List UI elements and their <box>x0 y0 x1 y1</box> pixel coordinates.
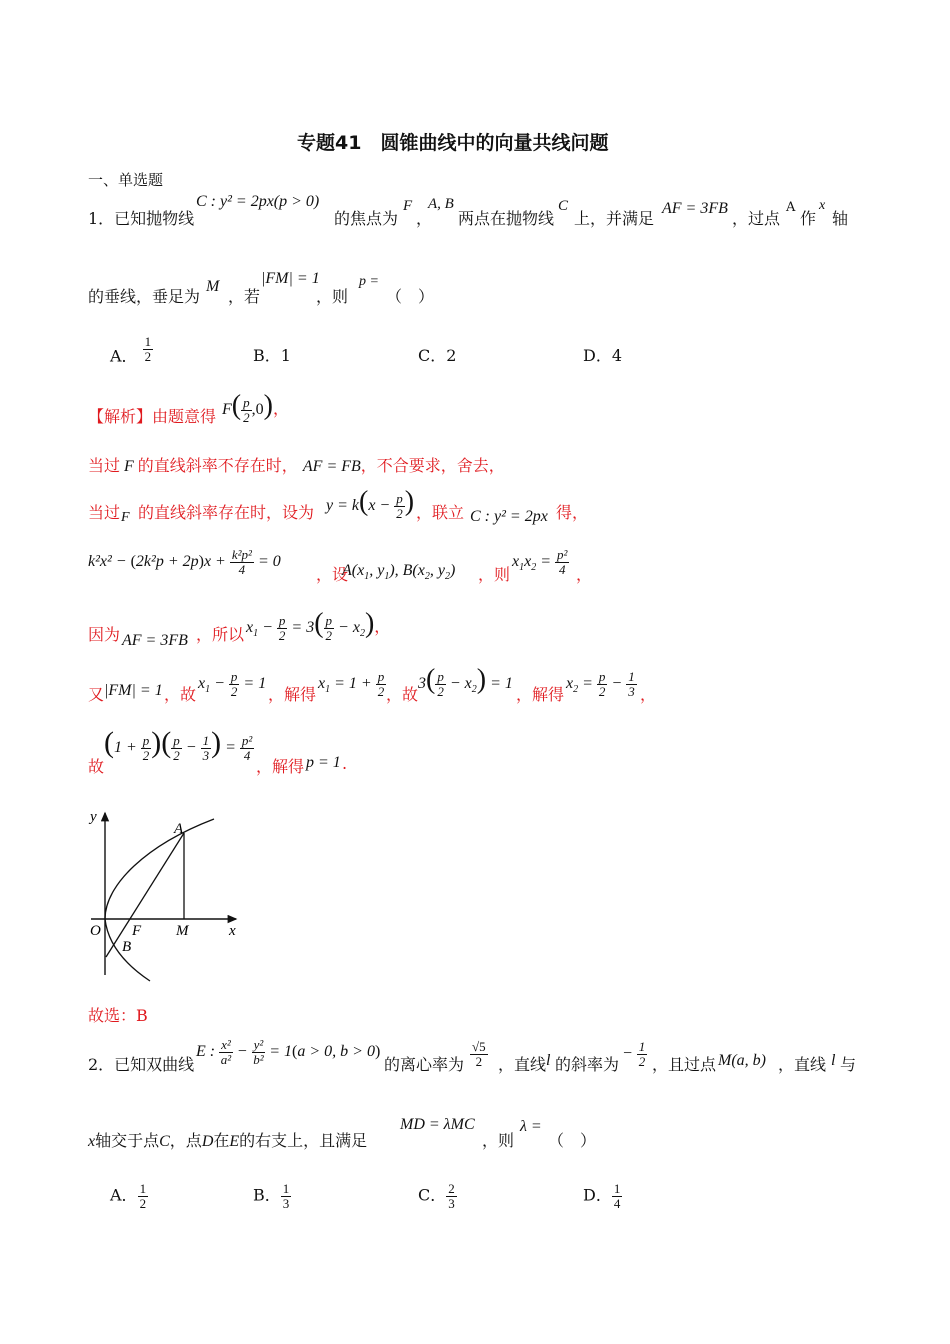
svg-text:O: O <box>90 923 101 939</box>
solution-x2-value: $x_2$ = $\frac{p}{2}$ − $\frac{1}{3}$ <box>566 669 635 699</box>
solution-points: $A(x_1$, $y_1$), $B(x_2$, $y_2$) <box>342 562 456 583</box>
q1-text: 的焦点为 <box>334 209 399 228</box>
solution-final-eq: (1 + $\frac{p}{2}$ )( $\frac{p}{2}$ − $\frac{1}{3}$ ) = $\frac{\text{p²}}{4}$ <box>104 726 253 763</box>
svg-text:x: x <box>229 923 236 939</box>
q2-point-m: M(a, b) <box>718 1052 766 1069</box>
q1-text: 轴 <box>832 209 849 228</box>
q1-focus-label: F <box>403 198 413 214</box>
solution-vector-eq: AF = 3FB <box>122 632 188 649</box>
q1-option-b[interactable]: B．1 <box>253 346 291 365</box>
solution-line-3: 当过 <box>88 503 121 522</box>
solution-line-2: 当过 F 的直线斜率不存在时， AF = FB，不合要求，舍去， <box>88 456 505 475</box>
q1-text: ，若 <box>228 287 261 306</box>
section-heading: 一、单选题 <box>88 171 164 189</box>
solution-p-value: p = 1 <box>306 754 341 771</box>
solution-line-1: 【解析】由题意得 <box>88 407 217 426</box>
q1-blank: （ ） <box>386 287 435 306</box>
q2-line2: x轴交于点C，点D在E的右支上，且满足 <box>88 1131 368 1150</box>
q2-vector-eq: MD = λMC <box>400 1116 475 1133</box>
q1-text: 上，并满足 <box>574 209 655 228</box>
svg-text:F: F <box>132 923 142 939</box>
q1-text: ，则 <box>316 287 349 306</box>
q1-option-a-fraction: $\frac{1}{2}$ <box>144 334 152 364</box>
q1-fm-eq: |FM| = 1 <box>261 270 320 287</box>
solution-fm: |FM| = 1 <box>104 682 163 699</box>
solution-text: 故 <box>88 757 105 776</box>
solution-text: 得， <box>556 503 589 522</box>
solution-text: 因为 <box>88 625 121 644</box>
q2-line-label: l <box>546 1052 551 1069</box>
q1-option-a[interactable]: A． $\frac{1}{2}$ <box>110 334 152 366</box>
q1-text: 两点在抛物线 <box>458 209 555 228</box>
solution-tag: 【解析】 <box>88 407 153 426</box>
q1-option-c[interactable]: C．2 <box>418 346 457 365</box>
q1-p-label: p = <box>359 274 379 289</box>
q1-points-ab: A, B <box>428 196 454 212</box>
q2-text: 与 <box>840 1055 857 1074</box>
q1-parabola-eq: C : y² = 2px(p > 0) <box>196 193 320 210</box>
q1-foot-label: M <box>206 278 220 295</box>
solution-product: $x_1x_2$ = $\frac{\text{p²}}{4}$ <box>512 547 568 577</box>
solution-text: ，所以 <box>196 625 245 644</box>
q2-slope: − $\frac{1}{2}$ <box>622 1039 646 1069</box>
q2-option-c[interactable]: C． $\frac{2}{3}$ <box>418 1181 455 1211</box>
svg-text:B: B <box>122 939 132 955</box>
q2-option-a[interactable]: A． $\frac{1}{2}$ <box>110 1181 147 1211</box>
page-title: 专题41 圆锥曲线中的向量共线问题 <box>297 132 609 154</box>
q2-eccentricity: $\frac{√5}{2}$ <box>472 1039 486 1069</box>
q2-blank: （ ） <box>548 1131 597 1150</box>
q1-text: 1．已知抛物线 <box>88 209 195 228</box>
q1-text: ，过点 <box>732 209 781 228</box>
q2-lambda: λ = <box>520 1118 542 1135</box>
svg-text:M: M <box>176 923 189 939</box>
q2-text: 的离心率为 <box>384 1055 465 1074</box>
solution-quadratic-eq: k²x² − (2k²p + 2p)x + $\frac{\text{k²p²}}{4}$ = 0 <box>88 547 281 577</box>
solution-text: ，设 <box>316 565 349 584</box>
q1-line1 <box>88 206 194 229</box>
solution-line-6: 又 <box>88 685 105 704</box>
solution-text: 的直线斜率存在时，设为 <box>138 503 315 522</box>
parabola-figure <box>86 805 246 990</box>
solution-line-eq: y = k(x − $\frac{p}{2}$ ) <box>326 486 415 521</box>
q1-x-label: x <box>819 198 826 213</box>
solution-x1-value: $x_1 = 1$ + $\frac{p}{2}$ <box>318 669 385 699</box>
solution-x2-eq: 3( $\frac{p}{2}$ − $x_2) = 1$ <box>418 664 513 699</box>
q2-text: ，且过点 <box>652 1055 717 1074</box>
svg-text:y: y <box>90 809 97 825</box>
q2-option-d[interactable]: D． $\frac{1}{4}$ <box>583 1181 621 1211</box>
parabola-upper <box>105 819 214 919</box>
solution-text: ，则 <box>478 565 511 584</box>
solution-text: ，联立 <box>416 503 465 522</box>
chord-ab <box>106 833 184 957</box>
svg-text:A: A <box>174 821 184 837</box>
q1-curve-label: C <box>558 198 569 214</box>
solution-ratio-eq: $x_1$ − $\frac{p}{2}$ = 3( $\frac{p}{2}$ − $x_2$)， <box>246 608 391 643</box>
solution-parabola-eq: C : y² = 2px <box>470 508 548 525</box>
q2-hyperbola-eq: E : $\frac{\text{x²}}{\text{a²}}$ − $\frac{\text{y²}}{\text{b²}}$ = 1(a > 0, b > 0) <box>196 1037 381 1067</box>
q1-point-a: A <box>786 200 796 215</box>
q1-vector-eq: AF = 3FB <box>662 200 728 217</box>
q2-text: ，直线 <box>778 1055 827 1074</box>
q2-text: 2．已知双曲线 <box>88 1055 195 1074</box>
q2-text: ，直线 <box>498 1055 547 1074</box>
q2-text: ，则 <box>482 1131 515 1150</box>
q1-text: 作 <box>800 209 817 228</box>
q2-option-b[interactable]: B． $\frac{1}{3}$ <box>253 1181 290 1211</box>
q1-option-d[interactable]: D．4 <box>583 346 623 365</box>
answer-text: 故选：B <box>88 1006 148 1025</box>
solution-focus-coord: F( $\frac{p}{2}$ ,0)， <box>222 390 289 425</box>
q2-text: 的斜率为 <box>555 1055 620 1074</box>
q1-text: 的垂线，垂足为 <box>88 287 201 306</box>
solution-x1-eq: $x_1$ − $\frac{p}{2}$ = 1 <box>198 669 267 699</box>
